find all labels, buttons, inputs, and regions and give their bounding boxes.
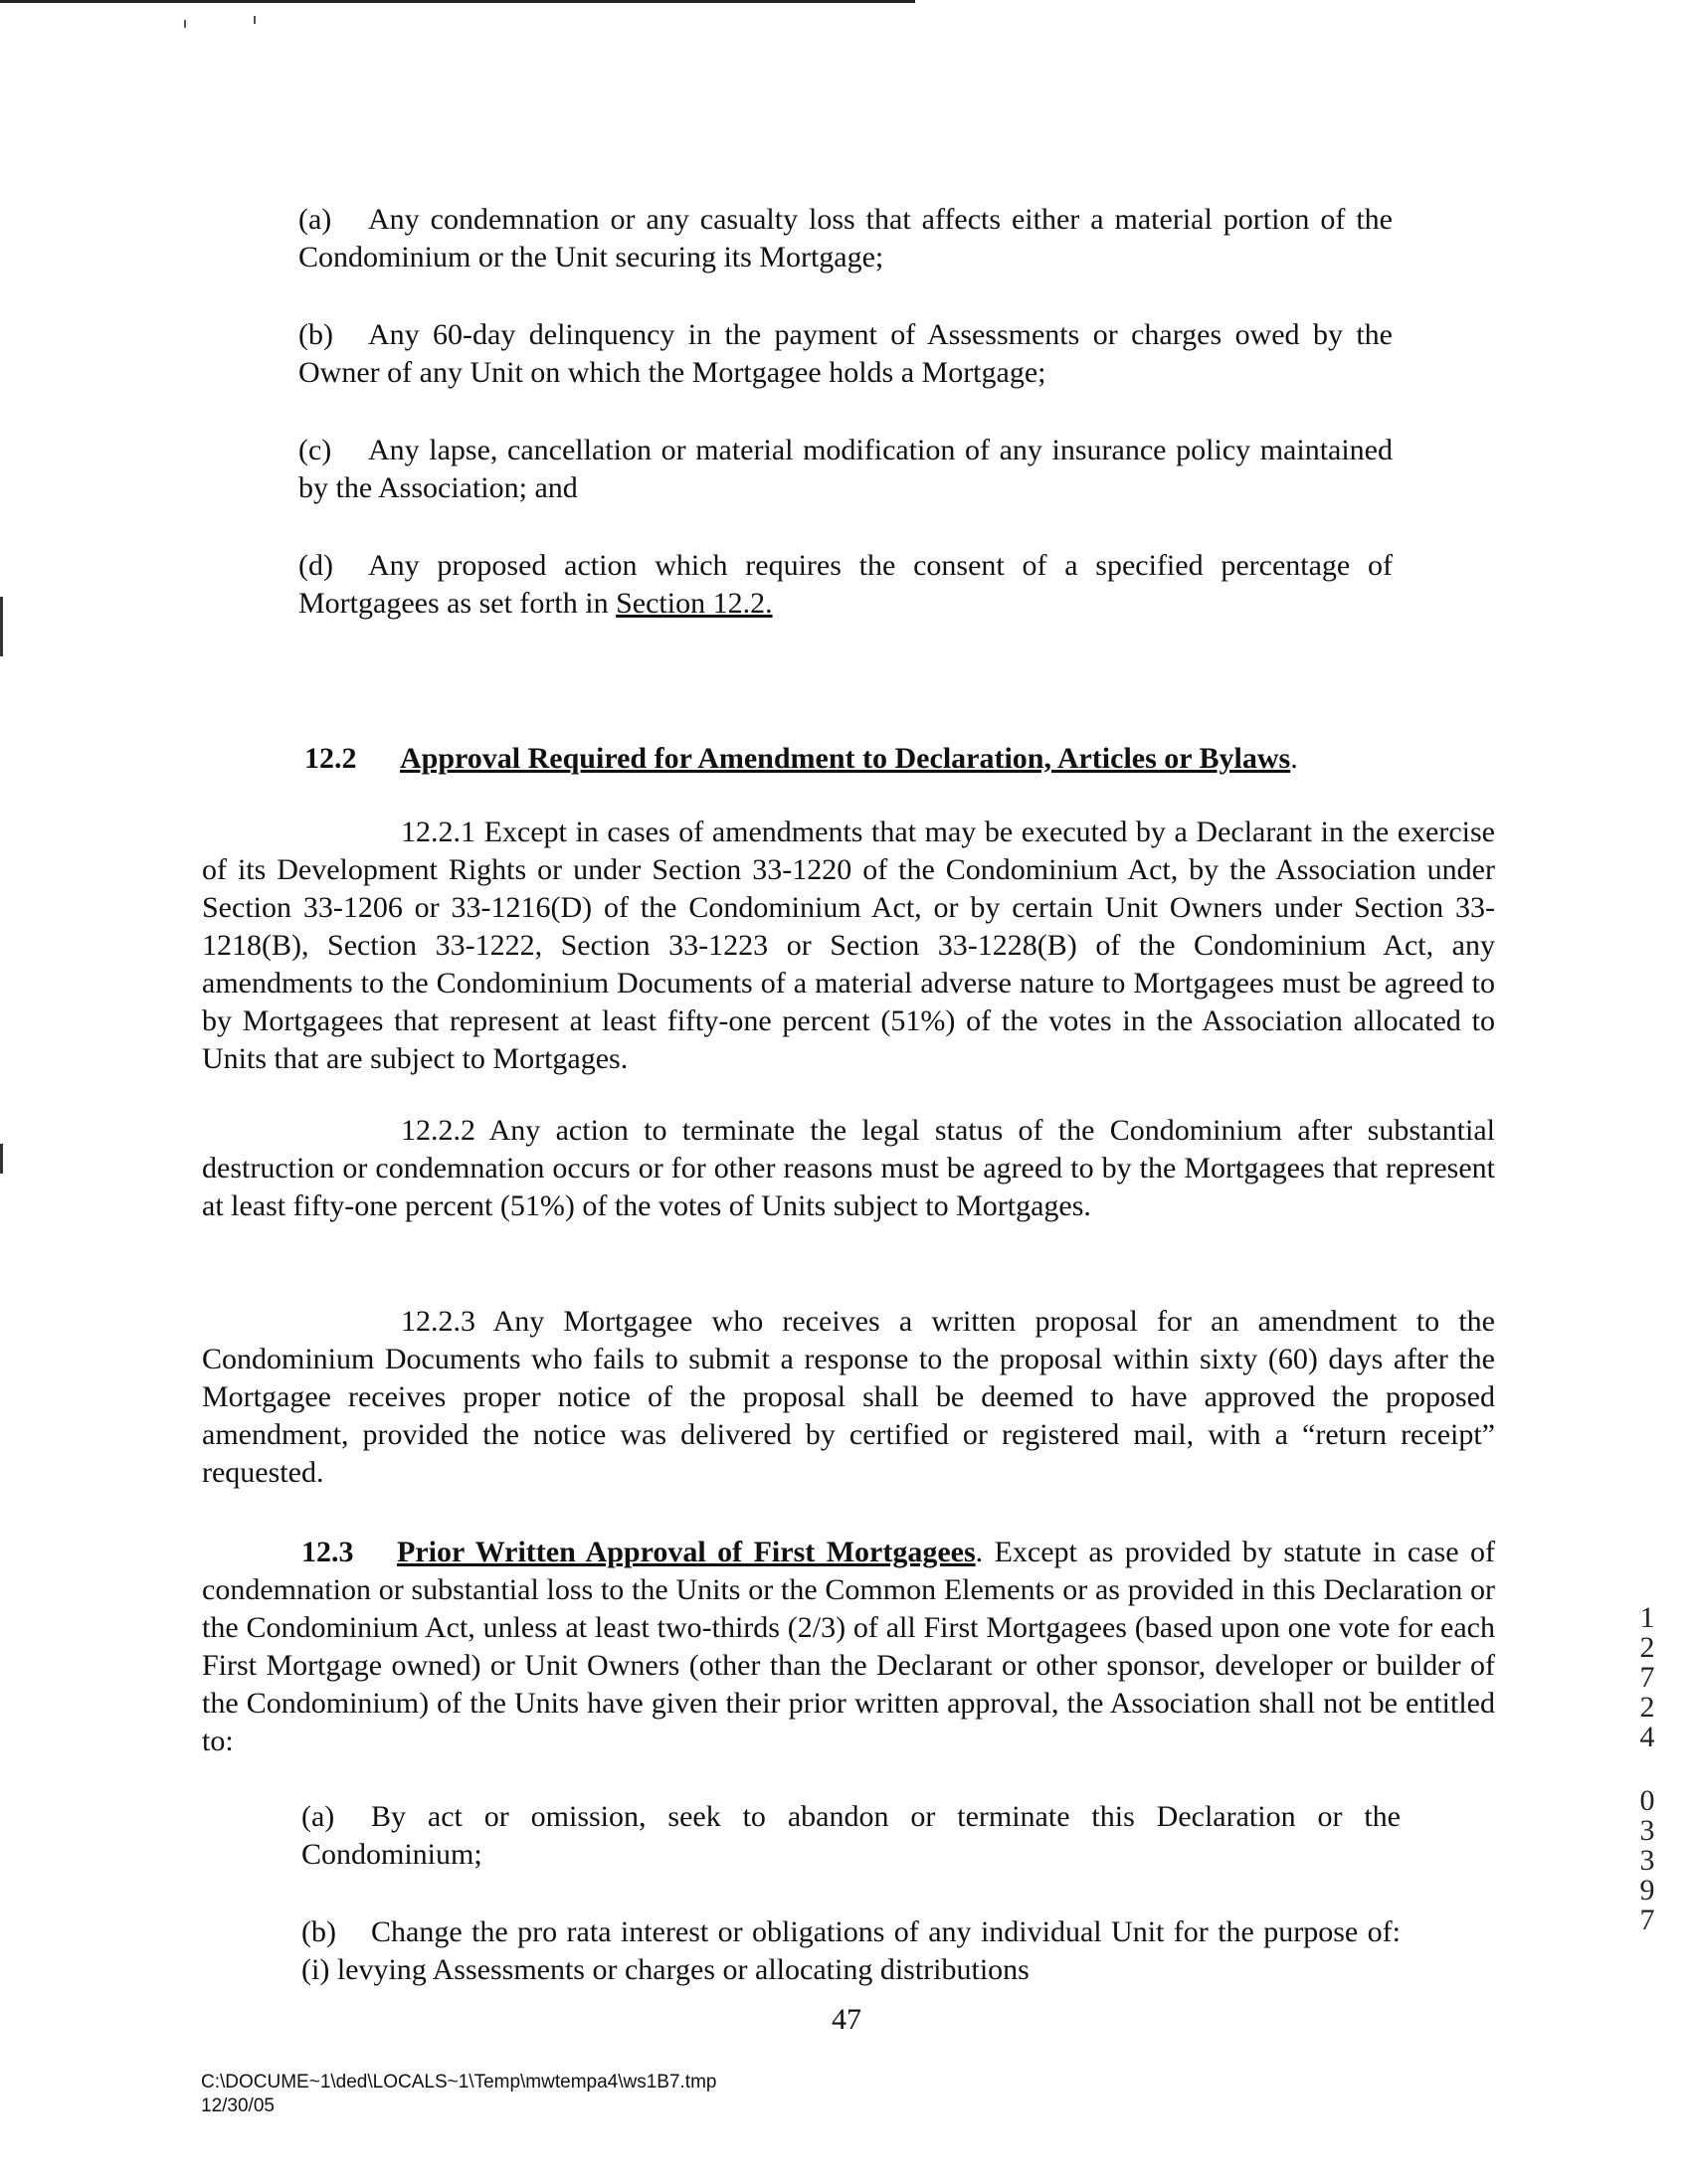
section-title: Approval Required for Amendment to Declaration, Articles or Bylaws	[400, 742, 1291, 775]
recording-stamp	[1627, 1603, 1667, 1935]
list-item-d	[298, 547, 1393, 623]
list-text: Change the pro rata interest or obligations of any individual Unit for the purpose of: (i) levying Assessments or charges or allocating distributions	[301, 1915, 1401, 1986]
paragraph-12-2-1: 12.2.1 Except in cases of amendments that may be executed by a Declarant in the exercise of its Development Rights or under Section 33-1220 of the Condominium Act, by the Association under Section 33-1206 or 33-1216(D) of the Condominium Act, or by certain Unit Owners under Section 33-1218(B), Section 33-1222, Section 33-1223 or Section 33-1228(B) of the Condominium Act, any amendments to the Condominium Documents of a material adverse nature to Mortgagees must be agreed to by Mortgagees that represent at least fifty-one percent (51%) of the votes in the Association allocated to Units that are subject to Mortgages.	[202, 816, 1495, 1075]
stamp-digit: 9	[1639, 1874, 1655, 1907]
list-label: (b)	[298, 318, 333, 351]
stamp-digit: 7	[1639, 1904, 1655, 1936]
stamp-digit: 7	[1639, 1661, 1655, 1694]
list-item-12-3-a	[301, 1798, 1401, 1874]
list-label: (d)	[298, 549, 333, 582]
section-number: 12.3	[301, 1536, 354, 1568]
paragraph-12-2-3: 12.2.3 Any Mortgagee who receives a written proposal for an amendment to the Condominium Documents who fails to submit a response to the proposal within sixty (60) days after the Mortgagee receives proper notice of the proposal shall be deemed to have approved the proposed amendment, provided the notice was delivered by certified or registered mail, with a “return receipt” requested.	[202, 1305, 1495, 1489]
section-title-end: .	[1290, 742, 1298, 775]
list-label: (c)	[298, 434, 332, 466]
left-scan-edge	[0, 597, 3, 656]
list-item-b	[298, 316, 1393, 392]
left-scan-edge	[0, 1144, 3, 1174]
list-label: (b)	[301, 1915, 336, 1948]
stamp-digit: 2	[1639, 1631, 1655, 1664]
list-label: (a)	[298, 203, 332, 236]
list-text: Any proposed action which requires the consent of a specified percentage of Mortgagees as set forth in	[298, 549, 1393, 620]
stamp-digit: 3	[1639, 1814, 1655, 1847]
section-title: Prior Written Approval of First Mortgagees	[397, 1536, 976, 1568]
section-reference-link[interactable]: Section 12.2.	[616, 587, 773, 620]
list-text: By act or omission, seek to abandon or terminate this Declaration or the Condominium;	[301, 1800, 1401, 1871]
footer-date: 12/30/05	[201, 2095, 275, 2116]
stamp-digit: 0	[1639, 1784, 1655, 1817]
scan-mark	[184, 20, 186, 28]
list-item-c	[298, 432, 1393, 507]
section-12-3-paragraph	[202, 1534, 1495, 1760]
section-number: 12.2	[304, 742, 357, 775]
list-item-12-3-b	[301, 1913, 1401, 1989]
scan-mark	[254, 16, 256, 24]
list-item-a	[298, 201, 1393, 276]
stamp-digit: 2	[1639, 1691, 1655, 1724]
list-text: Any lapse, cancellation or material modification of any insurance policy maintained by the Association; and	[298, 434, 1393, 504]
page-number: 47	[832, 2003, 861, 2036]
stamp-digit: 4	[1639, 1721, 1655, 1753]
section-body: . Except as provided by statute in case of condemnation or substantial loss to the Units or the Common Elements or as provided in this Declaration or the Condominium Act, unless at least two-thirds (2/3) of all First Mortgagees (based upon one vote for each First Mortgage owned) or Unit Owners (other than the Declarant or other sponsor, developer or builder of the Condominium) of the Units have given their prior written approval, the Association shall not be entitled to:	[202, 1536, 1495, 1757]
stamp-digit: 1	[1639, 1601, 1655, 1634]
paragraph-12-2-2: 12.2.2 Any action to terminate the legal status of the Condominium after substantial destruction or condemnation occurs or for other reasons must be agreed to by the Mortgagees that represent at least fifty-one percent (51%) of the votes of Units subject to Mortgages.	[202, 1114, 1495, 1222]
footer-file-path: C:\DOCUME~1\ded\LOCALS~1\Temp\mwtempa4\ws1B7.tmp	[201, 2072, 717, 2093]
list-label: (a)	[301, 1800, 335, 1833]
top-scan-rule	[0, 0, 915, 3]
list-text: Any condemnation or any casualty loss that affects either a material portion of the Condominium or the Unit securing its Mortgage;	[298, 203, 1393, 273]
section-12-2-heading	[304, 740, 1298, 778]
list-text: Any 60-day delinquency in the payment of Assessments or charges owed by the Owner of any Unit on which the Mortgagee holds a Mortgage;	[298, 318, 1393, 389]
stamp-digit: 3	[1639, 1844, 1655, 1877]
